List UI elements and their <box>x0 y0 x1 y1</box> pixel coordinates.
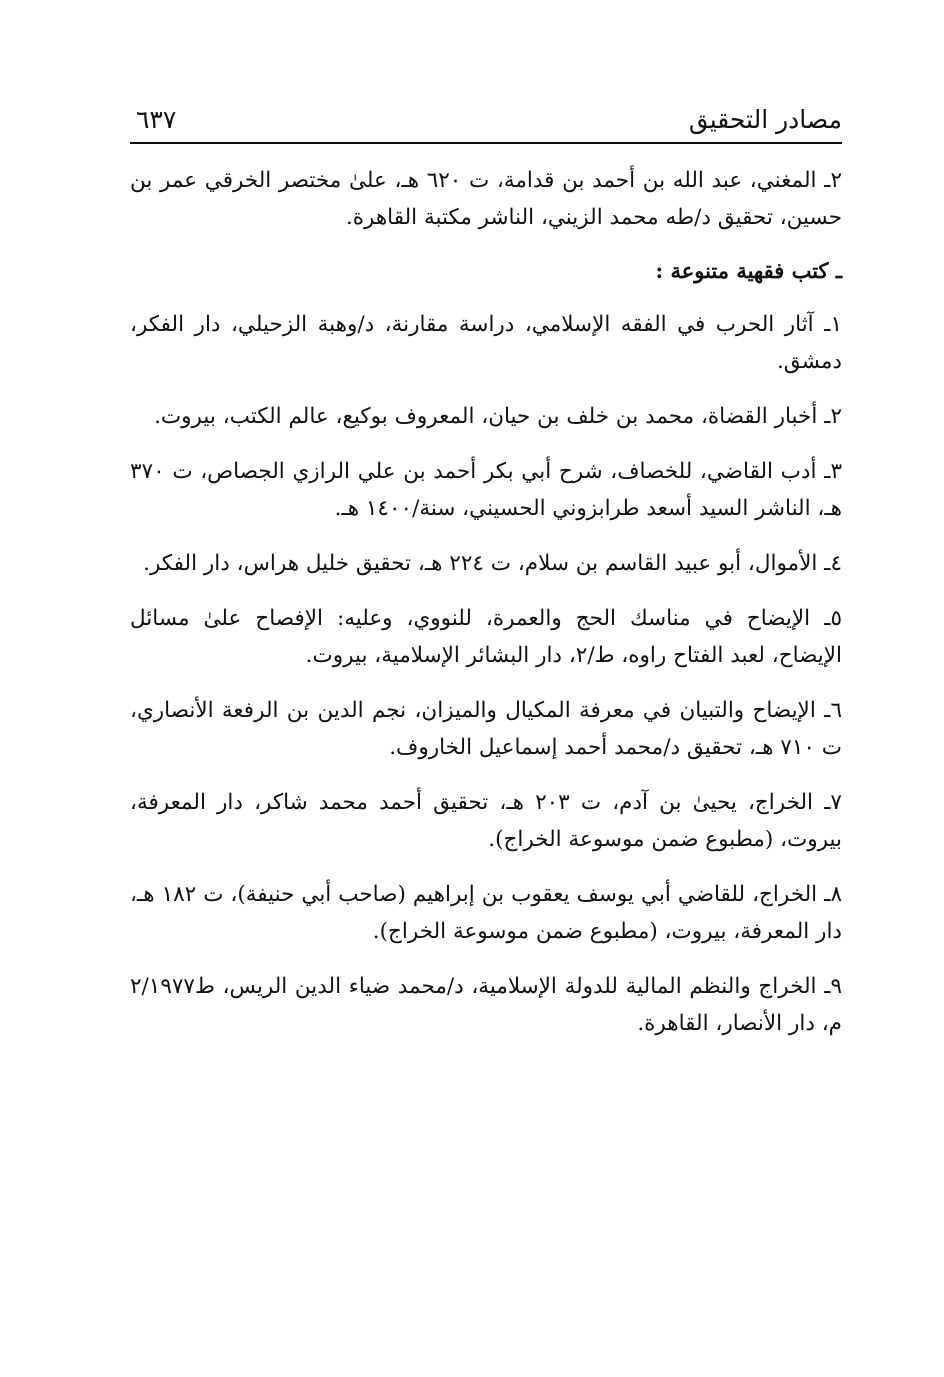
bibliography-entry: ٥ـ الإيضاح في مناسك الحج والعمرة، للنووي، وعليه: الإفصاح علىٰ مسائل الإيضاح، لعبد الفتاح راوه، ط/٢، دار البشائر الإسلامية، بيروت. <box>130 606 842 668</box>
page-number: ٦٣٧ <box>136 105 177 134</box>
bibliography-entry: ٢ـ أخبار القضاة، محمد بن خلف بن حيان، المعروف بوكيع، عالم الكتب، بيروت. <box>154 404 842 429</box>
section-heading: ـ كتب فقهية متنوعة : <box>655 258 842 283</box>
document-page <box>130 96 842 1336</box>
running-title: مصادر التحقيق <box>688 105 842 134</box>
bibliography-entry: ٦ـ الإيضاح والتبيان في معرفة المكيال والميزان، نجم الدين بن الرفعة الأنصاري، ت ٧١٠ هـ، تحقيق د/محمد أحمد إسماعيل الخاروف. <box>130 698 842 760</box>
bibliography-entry: ٤ـ الأموال، أبو عبيد القاسم بن سلام، ت ٢٢٤ هـ، تحقيق خليل هراس، دار الفكر. <box>143 551 842 576</box>
bibliography-entry: ٢ـ المغني، عبد الله بن أحمد بن قدامة، ت ٦٢٠ هـ، علىٰ مختصر الخرقي عمر بن حسين، تحقيق د/طه محمد الزيني، الناشر مكتبة القاهرة. <box>130 168 842 230</box>
bibliography-entry: ١ـ آثار الحرب في الفقه الإسلامي، دراسة مقارنة، د/وهبة الزحيلي، دار الفكر، دمشق. <box>130 312 842 374</box>
bibliography-entry: ٧ـ الخراج، يحيىٰ بن آدم، ت ٢٠٣ هـ، تحقيق أحمد محمد شاكر، دار المعرفة، بيروت، (مطبوع ضمن موسوعة الخراج). <box>130 790 842 852</box>
bibliography-entry: ٩ـ الخراج والنظم المالية للدولة الإسلامية، د/محمد ضياء الدين الريس، ط٢/١٩٧٧ م، دار الأنصار، القاهرة. <box>130 974 842 1036</box>
bibliography-entry: ٨ـ الخراج، للقاضي أبي يوسف يعقوب بن إبراهيم (صاحب أبي حنيفة)، ت ١٨٢ هـ، دار المعرفة، بيروت، (مطبوع ضمن موسوعة الخراج). <box>130 882 842 944</box>
bibliography-entry: ٣ـ أدب القاضي، للخصاف، شرح أبي بكر أحمد بن علي الرازي الجصاص، ت ٣٧٠ هـ، الناشر السيد أسعد طرابزوني الحسيني، سنة/١٤٠٠ هـ. <box>130 459 842 521</box>
running-header <box>130 96 842 144</box>
bibliography-list <box>130 162 842 1060</box>
